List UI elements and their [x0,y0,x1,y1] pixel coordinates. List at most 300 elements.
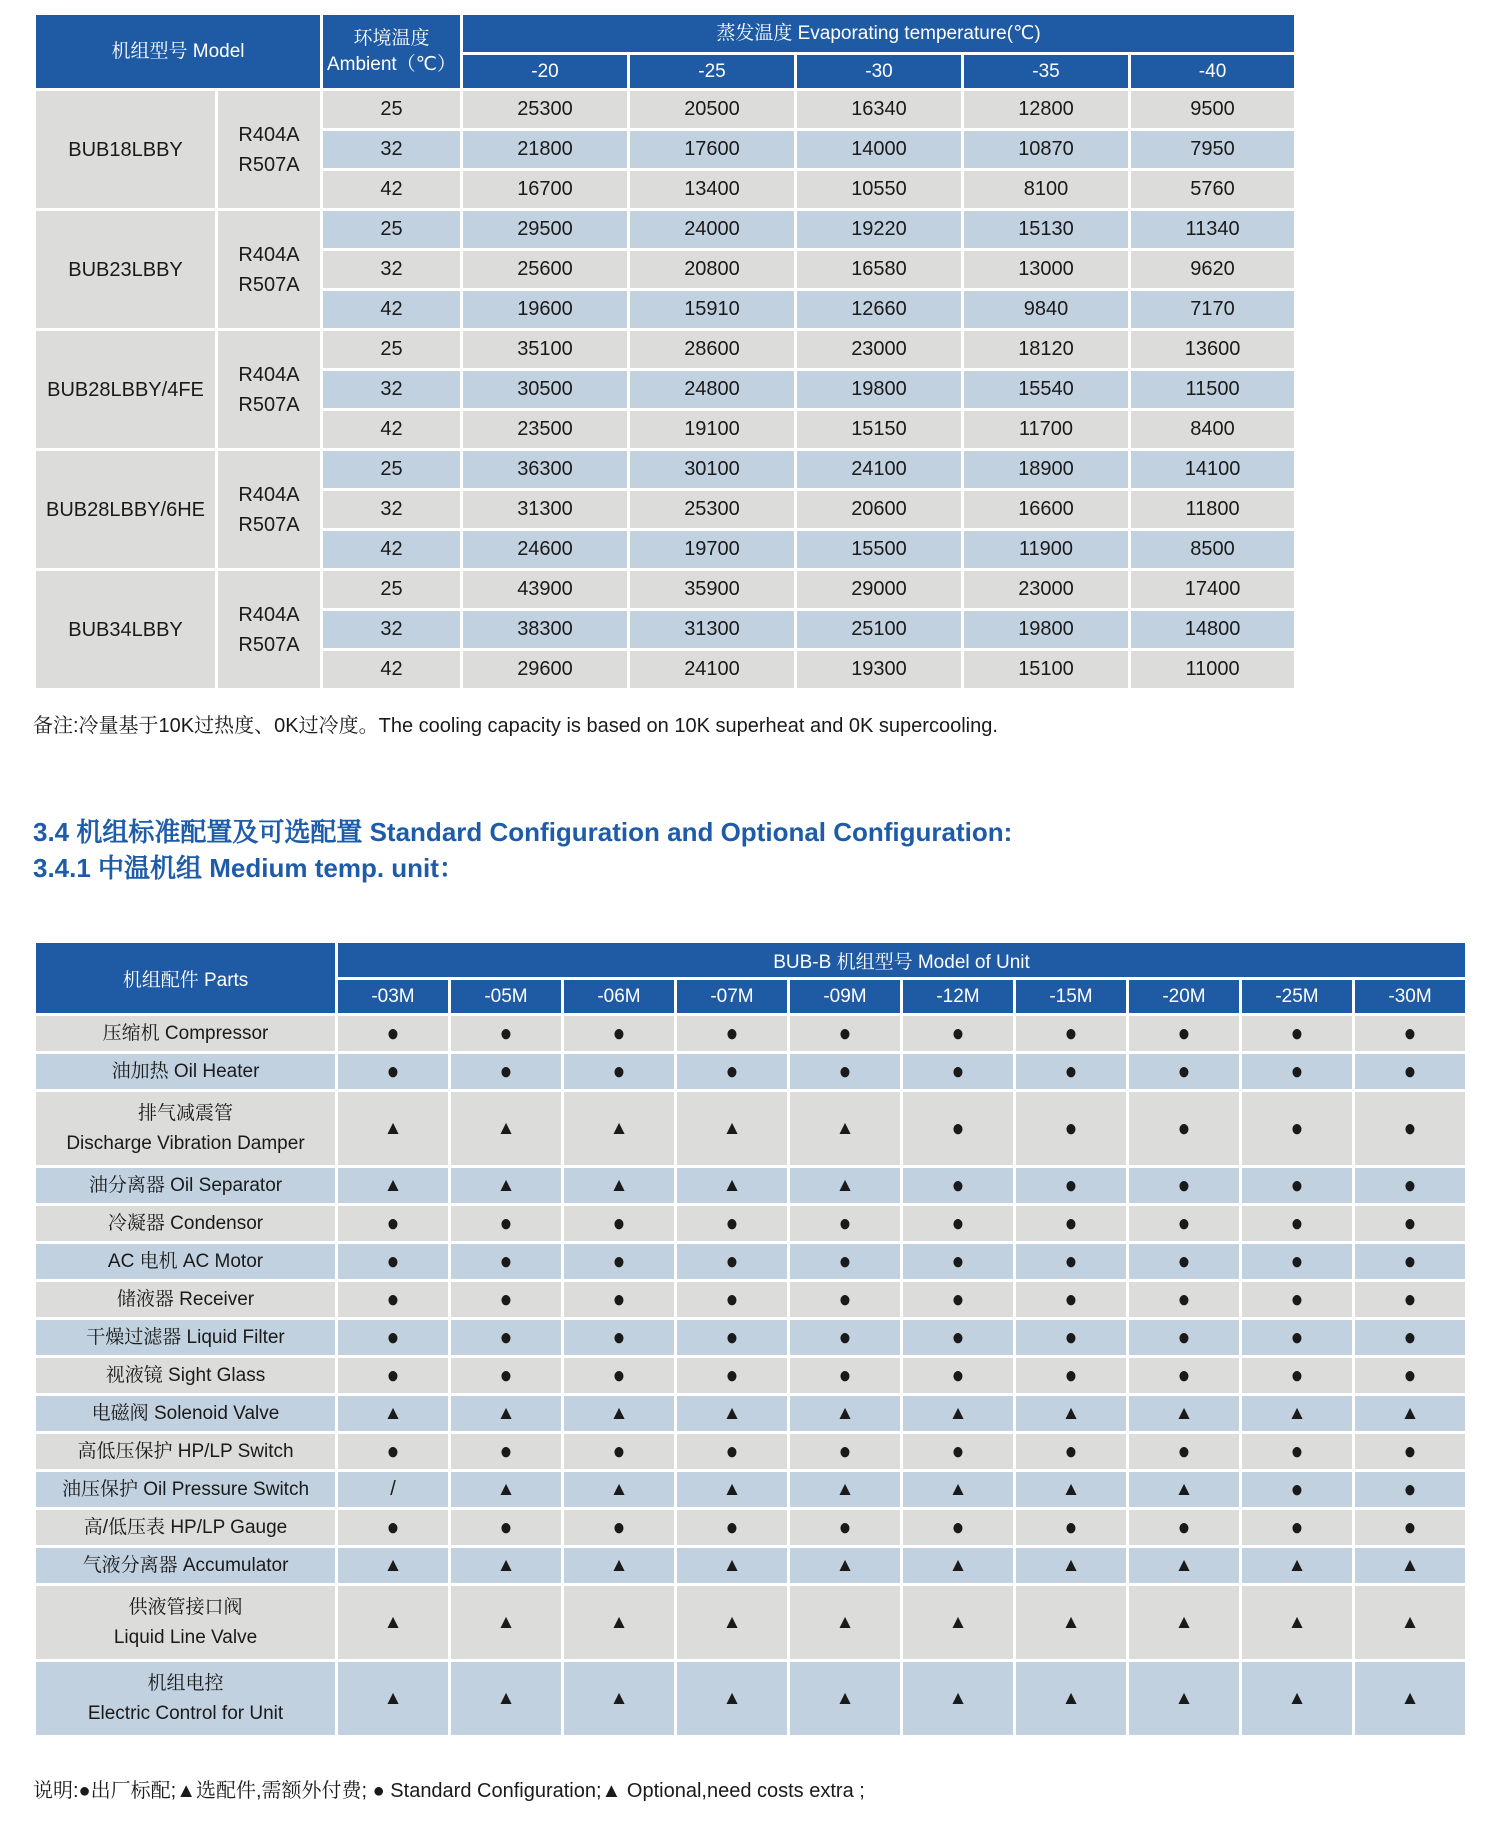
standard-config-icon: ● [725,1361,739,1389]
unit-model-col-header: -07M [676,979,789,1015]
capacity-value-cell: 19700 [629,530,796,570]
standard-config-icon: ● [1290,1019,1304,1047]
standard-config-icon: ● [612,1323,626,1351]
config-mark-cell [902,1091,1015,1167]
unit-model-col-header: -15M [1015,979,1128,1015]
refrigerant-label: R507A [238,633,300,656]
config-mark-cell [1354,1053,1467,1091]
standard-config-icon: ● [1064,1323,1078,1351]
config-mark-cell [337,1243,450,1281]
config-mark-cell [450,1547,563,1585]
part-name-cell: 油分离器 Oil Separator [35,1167,337,1205]
config-mark-cell [789,1243,902,1281]
refrigerant-label: R404A [238,603,300,626]
capacity-value-cell: 43900 [462,570,629,610]
config-mark-cell [1354,1281,1467,1319]
optional-config-icon: ▲ [722,1478,742,1500]
capacity-value-cell: 19100 [629,410,796,450]
config-mark-cell [337,1357,450,1395]
standard-config-icon: ● [1064,1437,1078,1465]
standard-config-icon: ● [612,1361,626,1389]
config-mark-cell [789,1015,902,1053]
standard-config-icon: ● [951,1057,965,1085]
capacity-value-cell: 20800 [629,250,796,290]
standard-config-icon: ● [838,1209,852,1237]
capacity-value-cell: 19600 [462,290,629,330]
capacity-value-cell: 11700 [963,410,1130,450]
config-mark-cell [1015,1015,1128,1053]
config-mark-cell [902,1205,1015,1243]
config-mark-cell [902,1471,1015,1509]
unit-model-group-header: BUB-B 机组型号 Model of Unit [337,942,1467,979]
optional-config-icon: ▲ [722,1554,742,1576]
optional-config-icon: ▲ [948,1554,968,1576]
unit-model-col-header: -05M [450,979,563,1015]
config-row [35,1319,1467,1357]
config-row [35,1091,1467,1167]
config-mark-cell [676,1547,789,1585]
capacity-value-cell: 35900 [629,570,796,610]
capacity-value-cell: 10870 [963,130,1130,170]
standard-config-icon: ● [1177,1114,1191,1142]
standard-config-icon: ● [838,1361,852,1389]
standard-config-icon: ● [1177,1513,1191,1541]
capacity-value-cell: 19800 [796,370,963,410]
config-row [35,1471,1467,1509]
config-mark-cell [902,1395,1015,1433]
standard-config-icon: ● [1177,1323,1191,1351]
part-name-cell: 干燥过滤器 Liquid Filter [35,1319,337,1357]
capacity-value-cell: 17400 [1130,570,1296,610]
config-row [35,1281,1467,1319]
config-mark-cell [1241,1585,1354,1661]
standard-config-icon: ● [1403,1019,1417,1047]
config-mark-cell [1128,1281,1241,1319]
optional-config-icon: ▲ [948,1402,968,1424]
capacity-value-cell: 29500 [462,210,629,250]
config-mark-cell [1015,1167,1128,1205]
capacity-value-cell: 16600 [963,490,1130,530]
capacity-value-cell: 23500 [462,410,629,450]
optional-config-icon: ▲ [383,1611,403,1633]
unit-model-col-header: -20M [1128,979,1241,1015]
standard-config-icon: ● [1290,1323,1304,1351]
optional-config-icon: ▲ [722,1117,742,1139]
config-mark-cell [563,1243,676,1281]
ambient-temp-cell: 32 [322,370,462,410]
standard-config-icon: ● [612,1057,626,1085]
config-row [35,1357,1467,1395]
capacity-value-cell: 25300 [629,490,796,530]
standard-config-icon: ● [612,1019,626,1047]
standard-config-icon: ● [612,1513,626,1541]
standard-config-icon: ● [1290,1513,1304,1541]
config-mark-cell [902,1167,1015,1205]
config-row [35,1205,1467,1243]
config-mark-cell [1354,1433,1467,1471]
optional-config-icon: ▲ [1061,1478,1081,1500]
standard-config-icon: ● [951,1323,965,1351]
capacity-value-cell: 15910 [629,290,796,330]
standard-config-icon: ● [1064,1171,1078,1199]
config-mark-cell [1128,1661,1241,1737]
optional-config-icon: ▲ [383,1554,403,1576]
capacity-value-cell: 20500 [629,90,796,130]
capacity-row [35,330,1296,370]
config-mark-cell [676,1433,789,1471]
part-name-cell: 储液器 Receiver [35,1281,337,1319]
config-mark-cell [563,1015,676,1053]
config-mark-cell [563,1509,676,1547]
standard-config-icon: ● [725,1437,739,1465]
standard-config-icon: ● [951,1171,965,1199]
config-mark-cell [1128,1091,1241,1167]
standard-config-icon: ● [386,1247,400,1275]
config-mark-cell [902,1015,1015,1053]
standard-config-icon: ● [1290,1437,1304,1465]
optional-config-icon: ▲ [835,1402,855,1424]
capacity-value-cell: 8500 [1130,530,1296,570]
config-mark-cell [1241,1319,1354,1357]
optional-config-icon: ▲ [1400,1402,1420,1424]
optional-config-icon: ▲ [609,1478,629,1500]
optional-config-icon: ▲ [1061,1554,1081,1576]
standard-config-icon: ● [951,1247,965,1275]
optional-config-icon: ▲ [1174,1402,1194,1424]
capacity-value-cell: 7950 [1130,130,1296,170]
config-row [35,1053,1467,1091]
config-mark-cell [902,1661,1015,1737]
standard-config-icon: ● [838,1247,852,1275]
config-mark-cell [676,1395,789,1433]
standard-config-icon: ● [499,1247,513,1275]
capacity-value-cell: 35100 [462,330,629,370]
config-mark-cell [1015,1509,1128,1547]
config-mark-cell [676,1319,789,1357]
config-mark-cell [1128,1243,1241,1281]
config-mark-cell [902,1053,1015,1091]
capacity-value-cell: 11500 [1130,370,1296,410]
standard-config-icon: ● [1064,1247,1078,1275]
ambient-temp-cell: 32 [322,610,462,650]
config-mark-cell [1241,1053,1354,1091]
config-mark-cell [450,1053,563,1091]
config-mark-cell [1241,1243,1354,1281]
refrigerant-cell [217,570,322,690]
config-mark-cell [337,1281,450,1319]
standard-config-icon: ● [838,1019,852,1047]
config-mark-cell [337,1205,450,1243]
refrigerant-label: R404A [238,123,300,146]
standard-config-icon: ● [725,1513,739,1541]
capacity-value-cell: 15100 [963,650,1130,690]
config-mark-cell [563,1395,676,1433]
capacity-value-cell: 19300 [796,650,963,690]
config-mark-cell [1241,1547,1354,1585]
standard-config-icon: ● [838,1513,852,1541]
config-mark-cell [1354,1015,1467,1053]
refrigerant-label: R507A [238,153,300,176]
standard-config-icon: ● [386,1513,400,1541]
optional-config-icon: ▲ [835,1478,855,1500]
optional-config-icon: ▲ [1174,1611,1194,1633]
config-row [35,1015,1467,1053]
standard-config-icon: ● [1290,1247,1304,1275]
config-mark-cell [563,1471,676,1509]
capacity-value-cell: 16340 [796,90,963,130]
config-mark-cell [1015,1547,1128,1585]
config-mark-cell [563,1433,676,1471]
optional-config-icon: ▲ [948,1478,968,1500]
capacity-value-cell: 16700 [462,170,629,210]
part-name-cell: 气液分离器 Accumulator [35,1547,337,1585]
config-mark-cell [563,1585,676,1661]
ambient-temp-cell: 25 [322,570,462,610]
capacity-value-cell: 23000 [796,330,963,370]
config-mark-cell [1354,1091,1467,1167]
evap-temp-col-header: -25 [629,54,796,90]
standard-config-icon: ● [1403,1285,1417,1313]
capacity-value-cell: 24100 [796,450,963,490]
config-mark-cell [1128,1547,1241,1585]
standard-config-icon: ● [1290,1057,1304,1085]
config-mark-cell [1015,1053,1128,1091]
optional-config-icon: ▲ [496,1687,516,1709]
config-mark-cell [676,1015,789,1053]
model-cell: BUB23LBBY [35,210,217,330]
unit-model-col-header: -25M [1241,979,1354,1015]
standard-config-icon: ● [1177,1437,1191,1465]
standard-config-icon: ● [951,1209,965,1237]
optional-config-icon: ▲ [609,1687,629,1709]
capacity-note: 备注:冷量基于10K过热度、0K过冷度。The cooling capacity is based on 10K superheat and 0K supercooling. [33,715,998,737]
standard-config-icon: ● [499,1057,513,1085]
capacity-row [35,450,1296,490]
capacity-value-cell: 13600 [1130,330,1296,370]
standard-config-icon: ● [1177,1361,1191,1389]
optional-config-icon: ▲ [609,1402,629,1424]
standard-config-icon: ● [1177,1247,1191,1275]
config-mark-cell [1241,1433,1354,1471]
config-mark-cell [1241,1015,1354,1053]
capacity-value-cell: 12660 [796,290,963,330]
config-row [35,1509,1467,1547]
ambient-temp-cell: 42 [322,410,462,450]
config-row [35,1547,1467,1585]
config-mark-cell [337,1547,450,1585]
standard-config-icon: ● [1403,1171,1417,1199]
standard-config-icon: ● [612,1247,626,1275]
optional-config-icon: ▲ [948,1687,968,1709]
capacity-value-cell: 11340 [1130,210,1296,250]
config-mark-cell [1015,1281,1128,1319]
ambient-temp-cell: 25 [322,210,462,250]
capacity-value-cell: 12800 [963,90,1130,130]
part-name-line1: 排气减震管 [137,1103,233,1125]
optional-config-icon: ▲ [496,1478,516,1500]
config-mark-cell [789,1281,902,1319]
optional-config-icon: ▲ [609,1554,629,1576]
config-mark-cell [676,1205,789,1243]
evap-temp-col-header: -35 [963,54,1130,90]
part-name-cell: 高/低压表 HP/LP Gauge [35,1509,337,1547]
standard-config-icon: ● [386,1437,400,1465]
config-mark-cell [902,1585,1015,1661]
config-mark-cell [1241,1471,1354,1509]
config-mark-cell [1128,1471,1241,1509]
config-row [35,1243,1467,1281]
config-mark-cell [902,1243,1015,1281]
capacity-value-cell: 11900 [963,530,1130,570]
capacity-row [35,90,1296,130]
standard-config-icon: ● [725,1285,739,1313]
model-header: 机组型号 Model [35,14,322,90]
capacity-value-cell: 8400 [1130,410,1296,450]
config-mark-cell [563,1547,676,1585]
config-mark-cell [902,1433,1015,1471]
ambient-temp-cell: 42 [322,170,462,210]
config-mark-cell [1128,1585,1241,1661]
capacity-value-cell: 25300 [462,90,629,130]
evaporating-temp-header: 蒸发温度 Evaporating temperature(℃) [462,14,1296,54]
config-mark-cell [563,1091,676,1167]
config-mark-cell [789,1319,902,1357]
config-mark-cell [676,1053,789,1091]
parts-header: 机组配件 Parts [35,942,337,1015]
config-mark-cell [337,1395,450,1433]
capacity-value-cell: 29600 [462,650,629,690]
part-name-line2: Discharge Vibration Damper [66,1132,305,1154]
standard-config-icon: ● [1403,1209,1417,1237]
capacity-value-cell: 5760 [1130,170,1296,210]
model-cell: BUB28LBBY/6HE [35,450,217,570]
capacity-value-cell: 25600 [462,250,629,290]
optional-config-icon: ▲ [835,1554,855,1576]
config-mark-cell [1128,1015,1241,1053]
capacity-value-cell: 21800 [462,130,629,170]
refrigerant-label: R507A [238,273,300,296]
standard-config-icon: ● [1177,1019,1191,1047]
capacity-value-cell: 9500 [1130,90,1296,130]
config-mark-cell [563,1661,676,1737]
ambient-temp-cell: 32 [322,250,462,290]
config-mark-cell [902,1319,1015,1357]
refrigerant-label: R404A [238,483,300,506]
config-mark-cell [902,1357,1015,1395]
config-mark-cell [789,1433,902,1471]
config-mark-cell [676,1585,789,1661]
refrigerant-cell [217,90,322,210]
optional-config-icon: ▲ [722,1611,742,1633]
config-mark-cell [1354,1661,1467,1737]
ambient-temp-cell: 25 [322,330,462,370]
optional-config-icon: ▲ [835,1611,855,1633]
config-mark-cell [1354,1319,1467,1357]
config-mark-cell [1128,1319,1241,1357]
optional-config-icon: ▲ [1174,1478,1194,1500]
config-row [35,1661,1467,1737]
standard-config-icon: ● [951,1361,965,1389]
capacity-value-cell: 24600 [462,530,629,570]
config-mark-cell [450,1281,563,1319]
config-mark-cell [337,1091,450,1167]
capacity-row [35,210,1296,250]
config-mark-cell [563,1319,676,1357]
capacity-value-cell: 15540 [963,370,1130,410]
unit-model-col-header: -06M [563,979,676,1015]
capacity-value-cell: 24100 [629,650,796,690]
config-mark-cell [1241,1661,1354,1737]
capacity-value-cell: 19800 [963,610,1130,650]
part-name-cell: 电磁阀 Solenoid Valve [35,1395,337,1433]
ambient-temp-cell: 42 [322,650,462,690]
standard-config-icon: ● [725,1323,739,1351]
standard-config-icon: ● [612,1437,626,1465]
config-row [35,1433,1467,1471]
capacity-value-cell: 9840 [963,290,1130,330]
part-name-line2: Electric Control for Unit [87,1702,284,1724]
standard-config-icon: ● [499,1209,513,1237]
config-mark-cell [1015,1091,1128,1167]
capacity-value-cell: 16580 [796,250,963,290]
capacity-value-cell: 7170 [1130,290,1296,330]
optional-config-icon: ▲ [609,1611,629,1633]
evap-temp-col-header: -20 [462,54,629,90]
refrigerant-label: R507A [238,513,300,536]
config-mark-cell [450,1471,563,1509]
capacity-value-cell: 30100 [629,450,796,490]
part-name-cell: AC 电机 AC Motor [35,1243,337,1281]
standard-config-icon: ● [1403,1114,1417,1142]
optional-config-icon: ▲ [383,1402,403,1424]
capacity-value-cell: 24800 [629,370,796,410]
optional-config-icon: ▲ [1061,1687,1081,1709]
ambient-temp-cell: 42 [322,530,462,570]
config-mark-cell [902,1281,1015,1319]
config-mark-cell [1128,1053,1241,1091]
config-mark-cell [789,1205,902,1243]
config-mark-cell [337,1585,450,1661]
config-mark-cell [1015,1433,1128,1471]
capacity-value-cell: 15130 [963,210,1130,250]
standard-config-icon: ● [1177,1209,1191,1237]
config-mark-cell [1241,1395,1354,1433]
ambient-temp-cell: 25 [322,450,462,490]
config-mark-cell [563,1167,676,1205]
config-mark-cell [450,1167,563,1205]
standard-config-icon: ● [499,1361,513,1389]
capacity-value-cell: 24000 [629,210,796,250]
config-mark-cell [450,1091,563,1167]
config-mark-cell [337,1319,450,1357]
capacity-value-cell: 18900 [963,450,1130,490]
model-cell: BUB34LBBY [35,570,217,690]
capacity-value-cell: 20600 [796,490,963,530]
config-row [35,1167,1467,1205]
standard-config-icon: ● [951,1114,965,1142]
config-mark-cell [1354,1547,1467,1585]
config-mark-cell [676,1357,789,1395]
standard-config-icon: ● [951,1513,965,1541]
config-mark-cell [902,1547,1015,1585]
standard-config-icon: ● [612,1285,626,1313]
optional-config-icon: ▲ [1287,1687,1307,1709]
optional-config-icon: ▲ [383,1174,403,1196]
part-name-cell: 高低压保护 HP/LP Switch [35,1433,337,1471]
standard-config-icon: ● [1177,1171,1191,1199]
config-mark-cell [337,1167,450,1205]
capacity-value-cell: 31300 [629,610,796,650]
